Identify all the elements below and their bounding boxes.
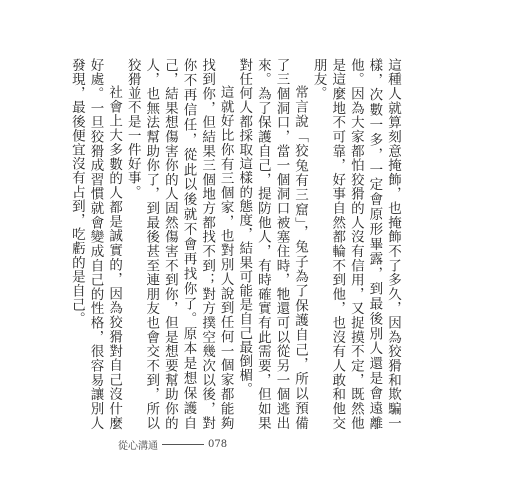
page-number: 078 <box>208 439 228 450</box>
paragraph-3: 這就好比你有三個家，也對別人說到任何一個家都能夠找到你，但結果三個地方都找不到；對方撲空幾次以後，對你不再信任，從此以後就不會再找你了。原本是想保護自己，結果想傷害你的人固然傷害不到你，但是想要幫助你的人，也無法幫助你了，到最後甚至連朋友也會交不到，所以狡猾並不是一件好事。 <box>124 58 234 430</box>
book-title: 從心溝通 <box>118 441 158 452</box>
paragraph-2: 常言說「狡兔有三窟」，兔子為了保護自己，所以預備了三個洞口，當一個洞口被塞住時，牠還可以從另一個逃出來。為了保護自己，提防他人，有時確實有此需要，但如果對任何人都採取這樣的態度，結果可能是自己最倒楣。 <box>236 58 309 430</box>
page-footer <box>118 437 227 452</box>
paragraph-4: 社會上大多數的人都是誠實的，因為狡猾對自己沒什麼好處。一旦狡猾成習慣就會變成自己的性格，很容易讓別人發現，最後便宜沒有占到，吃虧的是自己。 <box>68 58 123 430</box>
footer-rule <box>162 444 204 445</box>
paragraph-1: 這種人就算刻意掩飾，也掩飾不了多久，因為狡猾和欺騙一樣，次數一多，一定會原形畢露，到最後別人還是會遠離他。因為大家都怕狡猾的人沒有信用，又捉摸不定，既然他是這麼地不可靠，好事自然都輪不到他，也沒有人敢和他交朋友。 <box>310 58 401 430</box>
body-text <box>67 58 402 430</box>
